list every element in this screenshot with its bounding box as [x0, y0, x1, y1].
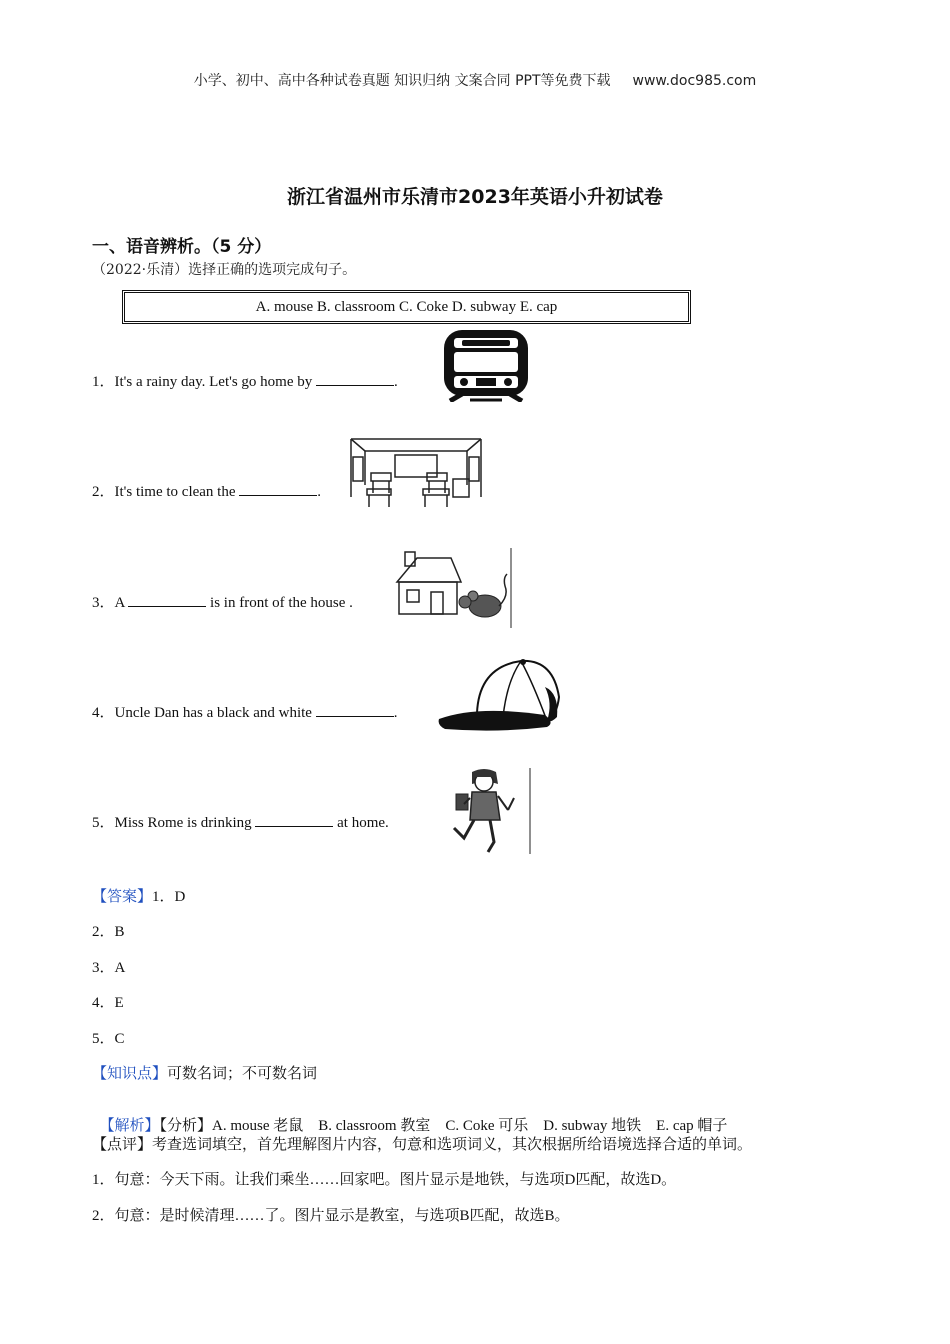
page-header [0, 70, 950, 90]
question-5 [92, 811, 389, 832]
comment: 【点评】考查选词填空，首先理解图片内容，句意和选项词义，其次根据所给语境选择合适的单词。 [92, 1137, 753, 1153]
explanation-2: 2．句意：是时候清理……了。图片显示是教室，与选项B匹配，故选B。 [92, 1208, 570, 1224]
question-3 [92, 591, 353, 612]
question-text-end: . [393, 705, 398, 721]
classroom-icon [349, 437, 483, 511]
header-site-link[interactable]: www.doc985.com [632, 73, 757, 89]
subway-train-icon [440, 328, 532, 402]
question-4 [92, 701, 397, 722]
answer-blank[interactable] [128, 592, 206, 607]
question-text-end: is in front of the house . [206, 595, 353, 611]
question-text: It's a rainy day. Let's go home by [114, 374, 316, 390]
house-mouse-icon [393, 548, 513, 628]
answer-line-1 [92, 885, 185, 906]
question-text: A [114, 595, 129, 611]
answer-tag: 【答案】 [92, 889, 153, 905]
cap-icon [437, 657, 563, 733]
answer-item: 2．B [92, 924, 125, 940]
answer-line-2 [92, 920, 125, 941]
analysis-tag: 【解析】 [99, 1118, 160, 1134]
answer-blank[interactable] [239, 481, 317, 496]
answer-line-5 [92, 1027, 125, 1048]
girl-drinking-icon [434, 768, 534, 854]
answer-line-3 [92, 956, 125, 977]
question-text: It's time to clean the [114, 484, 240, 500]
question-text: Uncle Dan has a black and white [114, 705, 316, 721]
answer-item: 1．D [152, 889, 186, 905]
question-2 [92, 480, 321, 501]
question-number: 3． [92, 595, 115, 611]
question-1 [92, 370, 398, 391]
question-number: 1． [92, 374, 115, 390]
question-number: 5． [92, 815, 115, 831]
section-instruction: （2022·乐清）选择正确的选项完成句子。 [92, 262, 357, 278]
section-heading: 一、语音辨析。（5 分） [92, 237, 272, 257]
page-title: 浙江省温州市乐清市2023年英语小升初试卷 [287, 186, 663, 208]
question-text: Miss Rome is drinking [114, 815, 256, 831]
question-text-end: . [393, 374, 398, 390]
answer-item: 5．C [92, 1031, 125, 1047]
knowledge-point [92, 1062, 317, 1083]
knowledge-text: 可数名词；不可数名词 [167, 1066, 318, 1082]
answer-blank[interactable] [316, 371, 394, 386]
explanation-1: 1．句意：今天下雨。让我们乘坐……回家吧。图片显示是地铁，与选项D匹配，故选D。 [92, 1172, 677, 1188]
header-text: 小学、初中、高中各种试卷真题 知识归纳 文案合同 PPT等免费下载 [193, 73, 611, 89]
answer-item: 4．E [92, 995, 124, 1011]
question-text-end: at home. [333, 815, 389, 831]
answer-item: 3．A [92, 960, 126, 976]
options-box: A. mouse B. classroom C. Coke D. subway E. cap [122, 290, 691, 324]
question-number: 2． [92, 484, 115, 500]
answer-blank[interactable] [255, 812, 333, 827]
answer-blank[interactable] [316, 702, 394, 717]
analysis [92, 1097, 727, 1135]
answer-line-4 [92, 991, 124, 1012]
knowledge-tag: 【知识点】 [92, 1066, 168, 1082]
question-number: 4． [92, 705, 115, 721]
question-text-end: . [317, 484, 322, 500]
analysis-text: 【分析】A. mouse 老鼠 B. classroom 教室 C. Coke 可乐 D. subway 地铁 E. cap 帽子 [159, 1118, 728, 1134]
